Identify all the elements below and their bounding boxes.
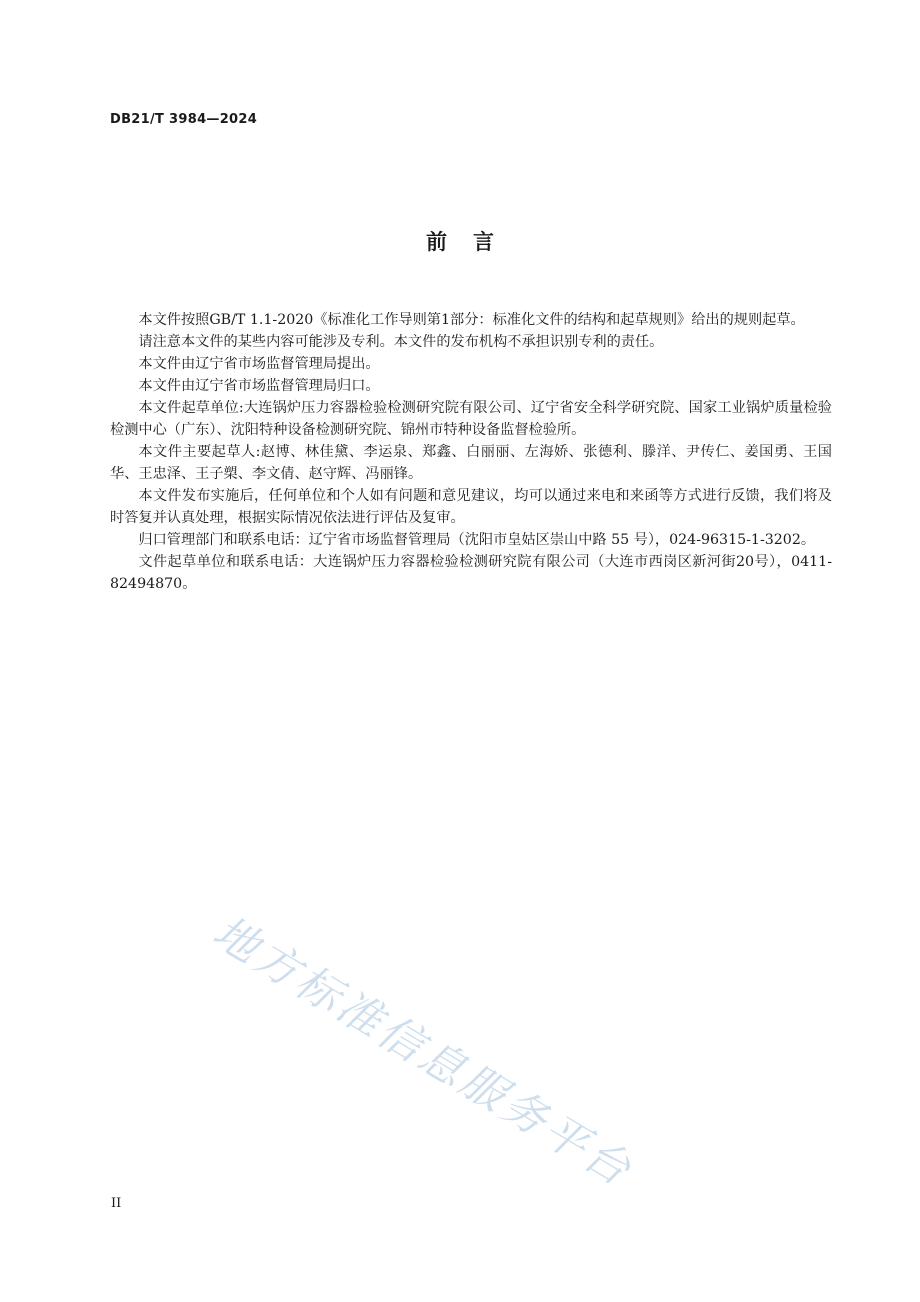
page-number: II	[111, 1196, 122, 1211]
paragraph-drafting-units: 本文件起草单位:大连锅炉压力容器检验检测研究院有限公司、辽宁省安全科学研究院、国家工业锅炉质量检验检测中心（广东）、沈阳特种设备检测研究院、锦州市特种设备监督检验所。	[110, 400, 832, 438]
paragraph-drafting-contact: 文件起草单位和联系电话：大连锅炉压力容器检验检测研究院有限公司（大连市西岗区新河街20号），0411-82494870。	[110, 554, 832, 592]
paragraph-management-contact: 归口管理部门和联系电话：辽宁省市场监督管理局（沈阳市皇姑区崇山中路 55 号），024-96315-1-3202。	[138, 532, 816, 548]
paragraph-proposed-by: 本文件由辽宁省市场监督管理局提出。	[138, 356, 380, 372]
paragraph-main-drafters: 本文件主要起草人:赵博、林佳黛、李运泉、郑鑫、白丽丽、左海娇、张德利、滕洋、尹传仁、姜国勇、王国华、王忠泽、王子槊、李文倩、赵守辉、冯丽锋。	[110, 444, 832, 482]
paragraph-patent-notice: 请注意本文件的某些内容可能涉及专利。本文件的发布机构不承担识别专利的责任。	[138, 334, 664, 350]
paragraph-feedback: 本文件发布实施后，任何单位和个人如有问题和意见建议，均可以通过来电和来函等方式进行反馈，我们将及时答复并认真处理，根据实际情况依法进行评估及复审。	[110, 488, 832, 526]
document-code: DB21/T 3984—2024	[110, 112, 258, 127]
foreword-body	[110, 309, 832, 595]
watermark: 地方标准信息服务平台	[204, 906, 642, 1198]
paragraph-managed-by: 本文件由辽宁省市场监督管理局归口。	[138, 378, 380, 394]
page-title: 前言	[426, 230, 520, 254]
paragraph-drafting-rules: 本文件按照GB/T 1.1-2020《标准化工作导则第1部分：标准化文件的结构和起草规则》给出的规则起草。	[138, 312, 805, 328]
